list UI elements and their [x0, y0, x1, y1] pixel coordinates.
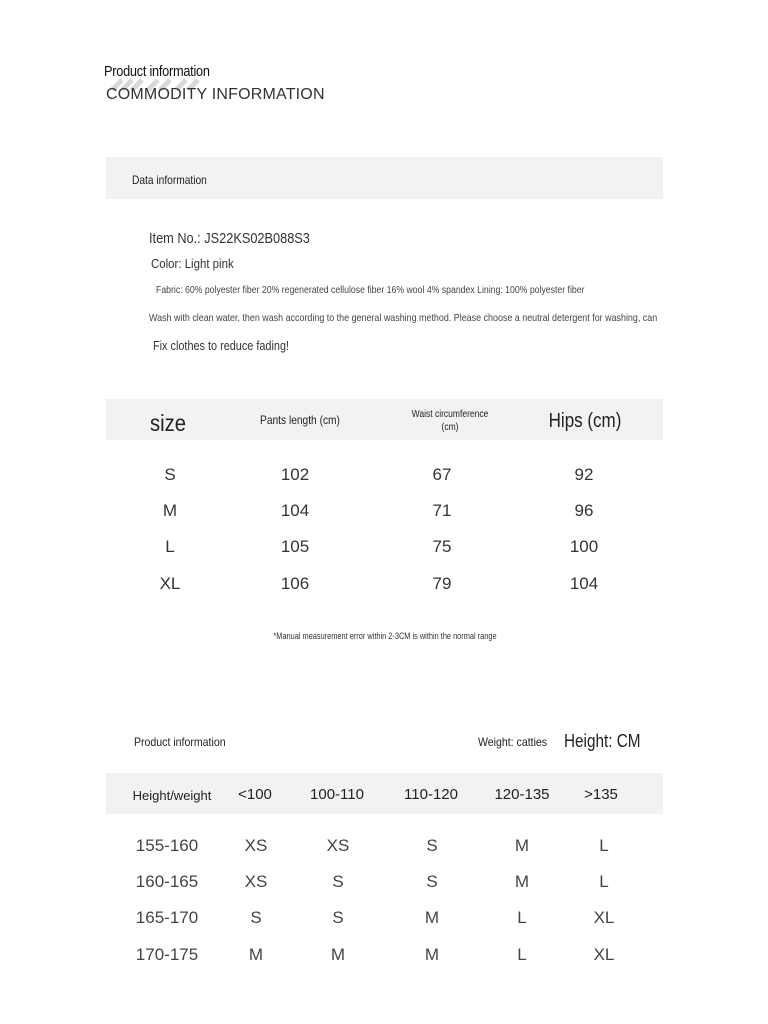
page-title: Product information	[104, 63, 210, 80]
measurement-note: *Manual measurement error within 2-3CM is within the normal range	[273, 631, 497, 641]
size-rec-cell: M	[514, 836, 530, 855]
size-rec-cell: XS	[326, 836, 350, 855]
weight-col-header: 110-120	[404, 786, 458, 803]
hips-header: Hips (cm)	[548, 410, 622, 432]
size-rec-cell: XS	[244, 836, 268, 855]
weight-col-header: 100-110	[310, 786, 364, 803]
height-weight-header: Height/weight	[132, 788, 212, 803]
weight-col-header: <100	[238, 786, 272, 803]
waist-cell: 71	[432, 501, 452, 520]
size-rec-cell: L	[517, 945, 527, 964]
size-rec-cell: S	[332, 908, 344, 927]
weight-col-header: >135	[584, 786, 618, 803]
size-cell: M	[162, 501, 178, 520]
hips-cell: 92	[574, 465, 594, 484]
size-rec-cell: S	[426, 836, 438, 855]
size-header: size	[150, 410, 186, 436]
fabric-text: Fabric: 60% polyester fiber 20% regenerated cellulose fiber 16% wool 4% spandex Lining: 100% polyester fiber	[156, 285, 585, 296]
size-rec-cell: M	[248, 945, 264, 964]
hips-cell: 100	[569, 537, 599, 556]
size-rec-cell: S	[426, 872, 438, 891]
fix-text: Fix clothes to reduce fading!	[153, 339, 290, 353]
size-rec-cell: S	[250, 908, 262, 927]
hips-cell: 104	[569, 574, 599, 593]
item-number: Item No.: JS22KS02B088S3	[149, 230, 310, 247]
size-rec-cell: XL	[593, 945, 615, 964]
pants-length-header: Pants length (cm)	[260, 413, 340, 427]
size-rec-cell: XS	[244, 872, 268, 891]
waist-header	[403, 408, 497, 434]
page-subtitle: COMMODITY INFORMATION	[106, 86, 325, 103]
hips-cell: 96	[574, 501, 594, 520]
waist-header-line2: (cm)	[441, 422, 459, 433]
weight-col-header: 120-135	[494, 786, 550, 803]
size-rec-cell: L	[599, 836, 609, 855]
waist-cell: 75	[432, 537, 452, 556]
size-cell: XL	[159, 574, 181, 593]
size-rec-cell: M	[330, 945, 346, 964]
height-cell: 165-170	[135, 908, 199, 927]
weight-unit-label: Weight: catties	[478, 735, 548, 749]
pants-cell: 104	[280, 501, 310, 520]
height-cell: 155-160	[135, 836, 199, 855]
data-info-label: Data information	[132, 173, 207, 187]
size-rec-cell: L	[599, 872, 609, 891]
pants-cell: 105	[280, 537, 310, 556]
color-text: Color: Light pink	[151, 256, 234, 271]
size-rec-cell: M	[424, 908, 440, 927]
waist-header-line1: Waist circumference	[411, 409, 489, 420]
size-rec-cell: M	[514, 872, 530, 891]
size-rec-cell: S	[332, 872, 344, 891]
size-rec-cell: L	[517, 908, 527, 927]
height-cell: 160-165	[135, 872, 199, 891]
size-cell: L	[165, 537, 175, 556]
product-info-label: Product information	[134, 735, 226, 749]
height-cell: 170-175	[135, 945, 199, 964]
size-cell: S	[164, 465, 176, 484]
size-rec-cell: M	[424, 945, 440, 964]
wash-text: Wash with clean water, then wash according to the general washing method. Please choose a neutral detergent for washing, can	[149, 312, 658, 324]
waist-cell: 79	[432, 574, 452, 593]
size-rec-cell: XL	[593, 908, 615, 927]
pants-cell: 106	[280, 574, 310, 593]
waist-cell: 67	[432, 465, 452, 484]
pants-cell: 102	[280, 465, 310, 484]
height-unit-label: Height: CM	[564, 731, 641, 751]
